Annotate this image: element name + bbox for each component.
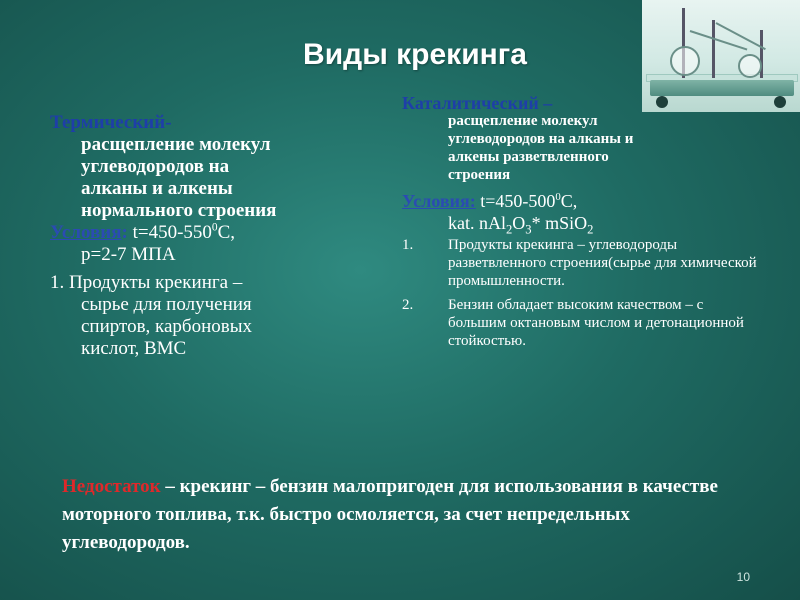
- thermal-products-line: спиртов, карбоновых: [81, 316, 252, 337]
- page-number: 10: [736, 570, 750, 584]
- catalytic-desc-line: расщепление молекул: [448, 113, 598, 129]
- catalytic-heading: Каталитический –: [402, 93, 553, 113]
- flask-icon: [670, 46, 700, 76]
- drawback-note: [62, 473, 752, 557]
- catalyst-formula: kat. $nAl_2O_3*$ mSiO$_2$: [448, 213, 594, 237]
- control-knob: [774, 96, 786, 108]
- flask-icon: [738, 54, 762, 78]
- catalytic-conditions: Условия: $t=450-500^0С$,: [402, 191, 578, 211]
- catalytic-desc-line: алкены разветвленного: [448, 149, 609, 165]
- thermal-desc-line: алканы и алкены: [81, 178, 233, 199]
- thermal-pressure: р=2-7 МПА: [81, 244, 176, 265]
- thermal-desc-line: углеводородов на: [81, 156, 230, 177]
- catalytic-temp: t=450-500: [475, 191, 556, 211]
- catalytic-desc-line: строения: [448, 167, 511, 183]
- thermal-desc-line: расщепление молекул: [81, 134, 271, 155]
- stand-rod: [712, 20, 715, 78]
- thermal-temp: t=450-550: [127, 222, 212, 243]
- slide-title: Виды крекинга: [303, 38, 527, 71]
- thermal-heading: Термический-: [50, 112, 172, 133]
- thermal-desc-line: нормального строения: [81, 200, 277, 221]
- list-item: 1. Продукты крекинга – углеводороды разветвленного строения(сырье для химической промышленности.: [402, 237, 757, 289]
- thermal-products-line: кислот, ВМС: [81, 338, 187, 359]
- conditions-label: Условия:: [402, 191, 476, 211]
- drawback-label: Недостаток: [62, 476, 161, 497]
- thermal-conditions: Условия: $t=450-550^0С$,: [50, 221, 236, 243]
- thermal-products-line: сырье для получения: [81, 294, 252, 315]
- conditions-label: Условия: [50, 222, 122, 243]
- thermal-cracking-section: [50, 112, 380, 360]
- thermal-products-line: 1. Продукты крекинга –: [50, 272, 243, 293]
- list-item: 2. Бензин обладает высоким качеством – с большим октановым числом и детонационной стойкостью.: [402, 297, 744, 349]
- catalytic-cracking-section: [402, 94, 762, 356]
- catalytic-desc-line: углеводородов на алканы и: [448, 131, 634, 147]
- catalytic-list: [402, 236, 762, 350]
- drawback-text: – крекинг – бензин малопригоден для использования в качестве моторного топлива, т.к. быстро осмоляется, за счет непредельных углеводородов.: [62, 476, 718, 553]
